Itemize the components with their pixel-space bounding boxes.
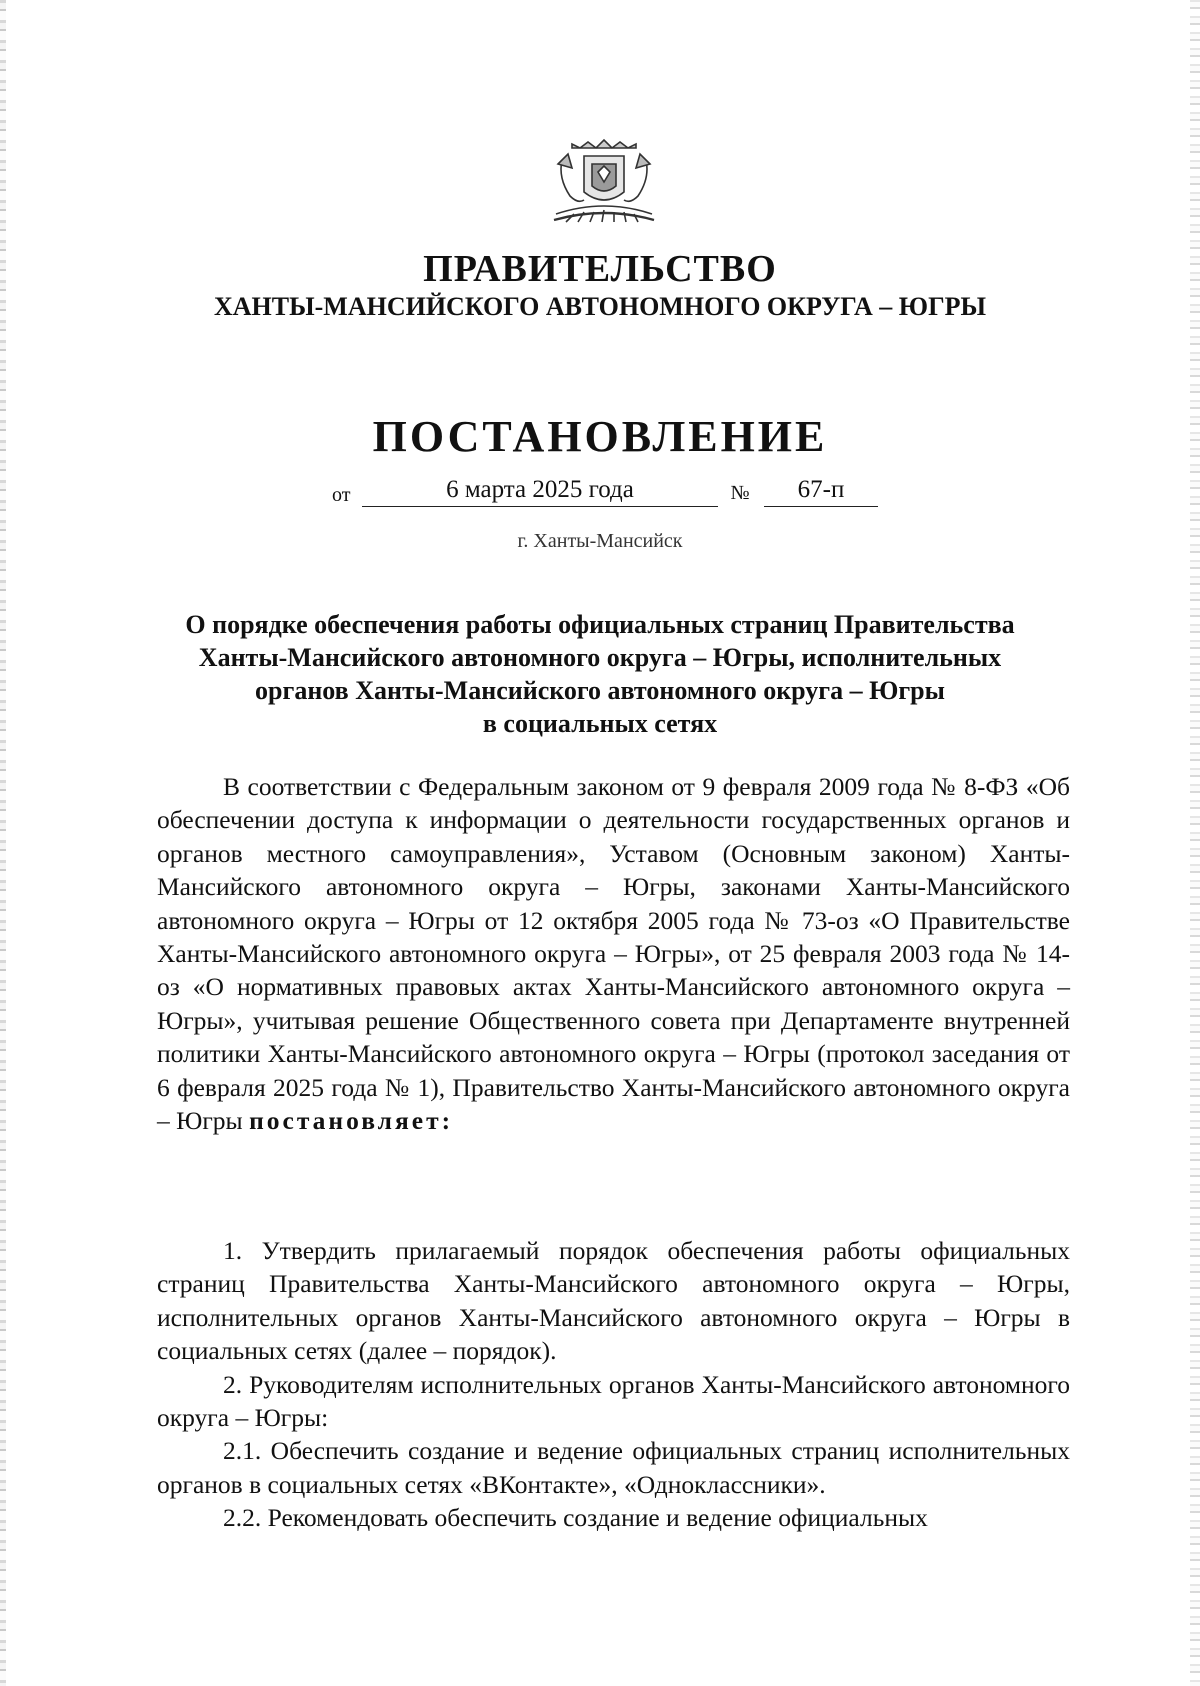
document-subject xyxy=(140,608,1060,740)
date-number-line xyxy=(332,476,872,510)
from-label: от xyxy=(332,484,351,506)
region-title: ХАНТЫ-МАНСИЙСКОГО АВТОНОМНОГО ОКРУГА – ЮГРЫ xyxy=(213,292,987,321)
city-label: г. Ханты-Мансийск xyxy=(517,530,683,552)
decree-item: 2. Руководителям исполнительных органов Ханты-Мансийского автономного округа – Югры: xyxy=(157,1369,1070,1433)
preamble-paragraph xyxy=(157,770,1070,1137)
subject-line: О порядке обеспечения работы официальных страниц Правительства xyxy=(185,610,1015,639)
document-number: 67-п xyxy=(764,476,878,507)
number-label: № xyxy=(730,482,750,504)
subject-line: органов Ханты-Мансийского автономного округа – Югры xyxy=(255,676,945,705)
document-date: 6 марта 2025 года xyxy=(362,476,718,507)
government-title: ПРАВИТЕЛЬСТВО xyxy=(423,248,777,290)
preamble-text: В соответствии с Федеральным законом от 9 февраля 2009 года № 8-ФЗ «Об обеспечении доступа к информации о деятельности государственных органов и органов местного самоуправления», Уставом (Основным законом) Ханты-Мансийского автономного округа – Югры, законами Ханты-Мансийского автономного округа – Югры от 12 октября 2005 года № 73-оз «О Правительстве Ханты-Мансийского автономного округа – Югры», от 25 февраля 2003 года № 14-оз «О нормативных правовых актах Ханты-Мансийского автономного округа – Югры», учитывая решение Общественного совета при Департаменте внутренней политики Ханты-Мансийского автономного округа – Югры (протокол заседания от 6 февраля 2025 года № 1), Правительство Ханты-Мансийского автономного округа – Югры xyxy=(157,772,1070,1136)
subject-line: в социальных сетях xyxy=(482,709,718,738)
document-type: ПОСТАНОВЛЕНИЕ xyxy=(372,412,828,461)
decree-item: 1. Утвердить прилагаемый порядок обеспечения работы официальных страниц Правительства Ханты-Мансийского автономного округа – Югры, исполнительных органов Ханты-Мансийского автономного округа – Югры в социальных сетях (далее – порядок). xyxy=(157,1236,1070,1366)
decree-word: постановляет: xyxy=(249,1106,454,1136)
decree-item: 2.2. Рекомендовать обеспечить создание и ведение официальных xyxy=(223,1503,928,1533)
subject-line: Ханты-Мансийского автономного округа – Югры, исполнительных xyxy=(198,643,1002,672)
decree-item: 2.1. Обеспечить создание и ведение официальных страниц исполнительных органов в социальных сетях «ВКонтакте», «Одноклассники». xyxy=(157,1436,1070,1499)
coat-of-arms-emblem-icon xyxy=(548,134,660,230)
decree-items xyxy=(157,1234,1070,1535)
